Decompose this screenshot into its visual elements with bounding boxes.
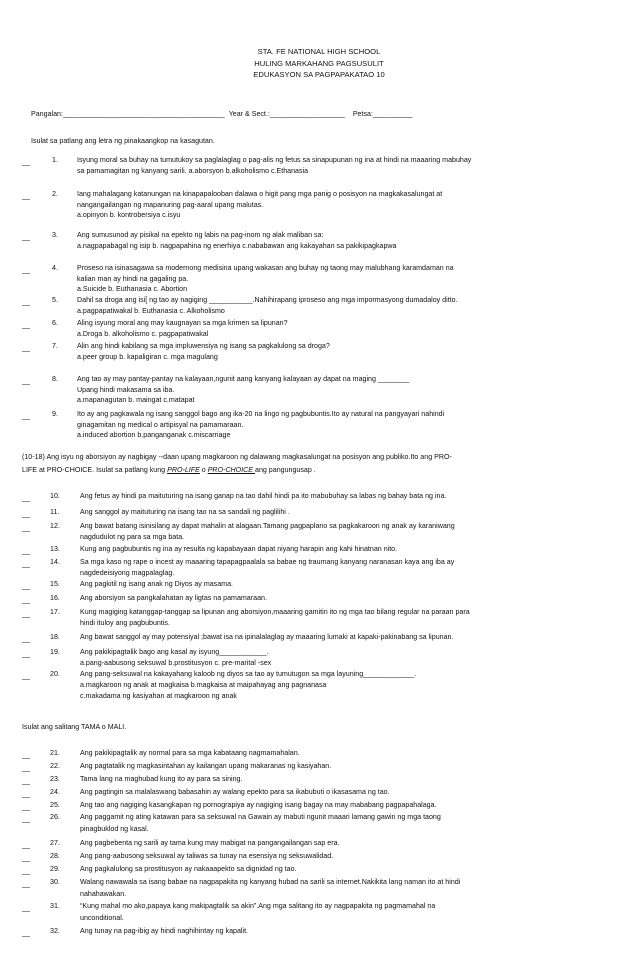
question-number: 3. bbox=[52, 231, 58, 239]
school-name: STA. FE NATIONAL HIGH SCHOOL bbox=[257, 47, 381, 56]
question-text: Ang pagtingin sa malalaswang babasahin ay walang epekto para sa ikabubuti o ikasasama ng tao. bbox=[80, 788, 390, 796]
question-number: 25. bbox=[50, 801, 60, 809]
question-text: Ang pang-aabusong seksuwal ay taliwas sa tunay na esensiya ng seksuwalidad. bbox=[80, 852, 334, 860]
question-number: 30. bbox=[50, 878, 60, 886]
answer-blank[interactable]: __ bbox=[22, 233, 30, 241]
question-text-cont: a.pang-aabusong seksuwal b.prostitusyon c. pre-marital -sex bbox=[80, 659, 272, 667]
question-text-cont: a.nagpapabagal ng isip b. nagpapahina ng enerhiya c.nababawan ang kakayahan sa pakikipagkapwa bbox=[77, 241, 397, 250]
question-text: Ang pakikipagtalik ay normal para sa mga kabataang nagmamahalan. bbox=[80, 749, 300, 757]
question-text: Dahil sa droga ang isi[ ng tao ay nagiging ___________.Nahihirapang iproseso ang mga impormasyong dumadaloy ditto. bbox=[77, 296, 458, 304]
question-text: Kung ang pagbubuntis ng ina ay resulta ng kapabayaan dapat niyang harapin ang kahi hinatnan nito. bbox=[80, 545, 398, 553]
question-number: 28. bbox=[50, 852, 60, 860]
answer-blank[interactable]: __ bbox=[22, 192, 30, 200]
answer-blank[interactable]: __ bbox=[22, 596, 30, 604]
question-number: 8. bbox=[52, 375, 58, 383]
question-text: Ang aborsiyon sa pangkalahatan ay ligtas na pamamaraan. bbox=[80, 594, 267, 602]
answer-blank[interactable]: __ bbox=[22, 764, 30, 772]
question-text-cont: hindi ituloy ang pagbubuntis. bbox=[80, 619, 170, 627]
answer-blank[interactable]: __ bbox=[22, 841, 30, 849]
question-number: 16. bbox=[50, 594, 60, 602]
answer-blank[interactable]: __ bbox=[22, 790, 30, 798]
question-text-cont: pinagbuklod ng kasal. bbox=[80, 824, 149, 833]
answer-blank[interactable]: __ bbox=[22, 266, 30, 274]
answer-blank[interactable]: __ bbox=[22, 547, 30, 555]
question-text-cont: nangangailangan ng mapanuring pag-aaral upang malutas. bbox=[77, 200, 264, 209]
question-text: Isyung moral sa buhay na tumutukoy sa paglalaglag o pag-alis ng fetus sa sinapupunan ng ina at hindi na maaaring mabuhay bbox=[77, 156, 472, 164]
question-text: Aling isyung moral ang may kaugnayan sa mga krimen sa lipunan? bbox=[77, 319, 288, 327]
question-text: Ang tunay na pag-ibig ay hindi naghihintay ng kapalit. bbox=[80, 927, 249, 935]
question-text: Ang bawat batang isinisilang ay dapat mahalin at alagaan.Tamang pagpaplano sa pagkakaroon ng anak ay karaniwang bbox=[80, 522, 455, 530]
name-field[interactable]: _________________________________________ bbox=[62, 110, 225, 118]
answer-blank[interactable]: __ bbox=[22, 929, 30, 937]
question-text: Ang pagbebenta ng sarili ay tama kung may mabigat na pangangailangan sap era. bbox=[80, 839, 340, 847]
question-number: 19. bbox=[50, 648, 60, 656]
question-number: 21. bbox=[50, 749, 60, 757]
question-text: Ang pagkalulong sa prostitusyon ay nakaaapekto sa dignidad ng tao. bbox=[80, 865, 297, 873]
question-text: Alin ang hindi kabilang sa mga impluwensiya ng isang sa pagkalulong sa droga? bbox=[77, 342, 330, 350]
answer-blank[interactable]: __ bbox=[22, 635, 30, 643]
question-text: Ito ay ang pagkawala ng isang sanggol bago ang ika-20 na lingo ng pagbubuntis.Ito ay natural na pangyayari nahindi bbox=[77, 410, 445, 418]
student-info bbox=[31, 110, 412, 120]
section-field[interactable]: ___________________ bbox=[269, 110, 345, 118]
question-text: Ang pakikipagtalik bago ang kasal ay isyung____________. bbox=[80, 648, 269, 656]
answer-blank[interactable]: __ bbox=[22, 494, 30, 502]
answer-blank[interactable]: __ bbox=[22, 412, 30, 420]
subject-title: EDUKASYON SA PAGPAPAKATAO 10 bbox=[253, 70, 385, 80]
question-number: 24. bbox=[50, 788, 60, 796]
answer-blank[interactable]: __ bbox=[22, 582, 30, 590]
question-text: Walang nawawala sa isang babae na nagpapakita ng kanyang hubad na sarili sa internet.Nakikita lang naman ito at hindi bbox=[80, 878, 461, 886]
question-number: 7. bbox=[52, 342, 58, 350]
section-label: Year & Sect.: bbox=[228, 110, 270, 118]
question-number: 32. bbox=[50, 927, 60, 935]
question-number: 9. bbox=[52, 410, 58, 418]
question-text: Ang pagkitil ng isang anak ng Diyos ay masama. bbox=[80, 580, 233, 588]
name-label: Pangalan: bbox=[31, 110, 63, 118]
part2-instruction-or: o bbox=[199, 466, 208, 474]
answer-blank[interactable]: __ bbox=[22, 854, 30, 862]
pro-life-label: PRO-LIFE bbox=[167, 466, 200, 474]
question-text: Ang bawat sanggol ay may potensiyal ;bawat isa na ipinalalaglag ay maaaring lumaki at kapaki-pakinabang sa lipunan. bbox=[80, 633, 454, 641]
question-text-cont: a.Droga b. alkoholismo c. pagpapatiwakal bbox=[77, 329, 209, 338]
part2-instruction-text: LIFE at PRO-CHOICE. Isulat sa patlang kung bbox=[22, 466, 168, 474]
part3-instruction: Isulat ang salitang TAMA o MALI. bbox=[22, 723, 127, 731]
date-label: Petsa: bbox=[352, 110, 373, 118]
question-text-cont: sa pamamagitan ng kanyang sarili. a.aborsyon b.alkoholismo c.Ethanasia bbox=[77, 166, 309, 175]
question-number: 12. bbox=[50, 522, 60, 530]
question-text: Ang fetus ay hindi pa maituturing na isang ganap na tao dahil hindi pa ito mabubuhay sa labas ng bahay bata ng ina. bbox=[80, 492, 447, 500]
question-number: 31. bbox=[50, 902, 60, 910]
question-text: Ang sumusunod ay pisikal na epekto ng labis na pag-inom ng alak maliban sa: bbox=[77, 231, 324, 239]
question-text-cont: nagdudulot ng para sa mga bata. bbox=[80, 533, 185, 541]
answer-blank[interactable]: __ bbox=[22, 880, 30, 888]
question-text: Proseso na isinasagawa sa modernong medisina upang wakasan ang buhay ng taong may malubhang karamdaman na bbox=[77, 264, 454, 272]
question-number: 17. bbox=[50, 608, 60, 616]
answer-blank[interactable]: __ bbox=[22, 524, 30, 532]
answer-blank[interactable]: __ bbox=[22, 610, 30, 618]
answer-blank[interactable]: __ bbox=[22, 650, 30, 658]
question-number: 26. bbox=[50, 813, 60, 821]
question-text: Ang sanggol ay maituturing na isang tao na sa sandali ng paglilihi . bbox=[80, 508, 290, 516]
pro-choice-label: PRO-CHOICE bbox=[207, 466, 255, 474]
question-text-cont: Upang hindi makasama sa iba. bbox=[77, 385, 175, 394]
question-number: 14. bbox=[50, 558, 60, 566]
question-text-cont: kalian man ay hindi na gagaling pa. bbox=[77, 274, 189, 283]
question-number: 13. bbox=[50, 545, 60, 553]
question-text-cont: a.Suicide b. Euthanasia c. Abortion bbox=[77, 285, 188, 294]
question-text: Ang paggamit ng ating katawan para sa seksuwal na Gawain ay mabuti ngunit maaari lamang gawin ng mga taong bbox=[80, 813, 441, 821]
document-header bbox=[0, 46, 638, 81]
question-text-cont: unconditional. bbox=[80, 913, 124, 922]
exam-title: HULING MARKAHANG PAGSUSULIT bbox=[254, 58, 384, 68]
question-text: Tama lang na maghubad kung ito ay para sa sining. bbox=[80, 775, 243, 783]
question-text-cont: c.makadama ng kasiyahan at magkaroon ng anak bbox=[80, 692, 237, 700]
answer-blank[interactable]: __ bbox=[22, 751, 30, 759]
answer-blank[interactable]: __ bbox=[22, 298, 30, 306]
answer-blank[interactable]: __ bbox=[22, 803, 30, 811]
question-text-cont: a.magkaroon ng anak at magkaisa b.magkaisa at maipahayag ang pagnanasa bbox=[80, 681, 327, 689]
answer-blank[interactable]: __ bbox=[22, 344, 30, 352]
answer-blank[interactable]: __ bbox=[22, 904, 30, 912]
question-number: 20. bbox=[50, 670, 60, 678]
answer-blank[interactable]: __ bbox=[22, 510, 30, 518]
question-text-cont: ginagamitan ng medical o artipisyal na pamamaraan. bbox=[77, 420, 244, 429]
question-number: 18. bbox=[50, 633, 60, 641]
question-number: 23. bbox=[50, 775, 60, 783]
answer-blank[interactable]: __ bbox=[22, 777, 30, 785]
date-field[interactable]: __________ bbox=[372, 110, 413, 118]
part1-instruction: Isulat sa patlang ang letra ng pinakaangkop na kasagutan. bbox=[31, 137, 215, 145]
answer-blank[interactable]: __ bbox=[22, 321, 30, 329]
part2-instruction-line2 bbox=[22, 466, 316, 476]
question-number: 15. bbox=[50, 580, 60, 588]
question-text-cont: nagdedeisiyong magpalaglag. bbox=[80, 569, 175, 577]
question-text-cont: nahahawakan. bbox=[80, 889, 127, 898]
question-number: 5. bbox=[52, 296, 58, 304]
question-text: Ang pagtatalik ng magkasintahan ay kailangan upang makaranas ng kasiyahan. bbox=[80, 762, 332, 770]
question-text: “Kung mahal mo ako,papaya kang makipagtalik sa akin”.Ang mga salitang ito ay nagpapakita ng pagmamahal na bbox=[80, 902, 436, 910]
answer-blank[interactable]: __ bbox=[22, 560, 30, 568]
question-number: 1. bbox=[52, 156, 58, 164]
question-number: 6. bbox=[52, 319, 58, 327]
question-text: Iang mahalagang katanungan na kinapapalooban dalawa o higit pang mga panig o posisyon na magkakasalungat at bbox=[77, 190, 443, 198]
question-text-cont: a.opinyon b. kontrobersiya c.isyu bbox=[77, 211, 181, 220]
question-text: Ang tao ang nagiging kasangkapan ng pornograpiya ay nagiging isang bagay na may mababang pagpapahalaga. bbox=[80, 801, 437, 809]
answer-blank[interactable]: __ bbox=[22, 377, 30, 385]
answer-blank[interactable]: __ bbox=[22, 867, 30, 875]
question-number: 11. bbox=[50, 508, 60, 516]
answer-blank[interactable]: __ bbox=[22, 672, 30, 680]
question-number: 4. bbox=[52, 264, 58, 272]
question-text: Kung magiging katanggap-tanggap sa lipunan ang aborsiyon,maaaring gamitin ito ng mga tao bilang regular na paraan para bbox=[80, 608, 470, 616]
answer-blank[interactable]: __ bbox=[22, 158, 30, 166]
part2-instruction-end: ang pangungusap . bbox=[255, 466, 316, 474]
answer-blank[interactable]: __ bbox=[22, 815, 30, 823]
question-text-cont: a.peer group b. kapaligiran c. mga magulang bbox=[77, 352, 218, 361]
question-text: Ang tao ay may pantay-pantay na kalayaan,ngunit aang kanyang kalayaan ay dapat na maging ________ bbox=[77, 375, 410, 383]
question-text-cont: a.induced abortion b.panganganak c.miscarriage bbox=[77, 431, 231, 440]
question-text: Sa mga kaso ng rape o incest ay maaaring tapapagpaalala sa babae ng traumang kanyang naranasan kaya ang iba ay bbox=[80, 558, 455, 566]
question-text-cont: a.pagpapatiwakal b. Euthanasia c. Alkoholismo bbox=[77, 306, 225, 315]
question-number: 29. bbox=[50, 865, 60, 873]
question-number: 27. bbox=[50, 839, 60, 847]
question-number: 22. bbox=[50, 762, 60, 770]
question-text: Ang pang-seksuwal na kakayahang kaloob ng diyos sa tao ay tumutugon sa mga layuning_____________. bbox=[80, 670, 417, 678]
part2-instruction-line1: (10-18) Ang isyu ng aborsiyon ay nagbigay --daan upang magkaroon ng dalawang magkasalungat na posisyon ang publiko.Ito ang PRO- bbox=[22, 453, 452, 461]
question-number: 10. bbox=[50, 492, 60, 500]
question-text-cont: a.mapanagutan b. maingat c.matapat bbox=[77, 396, 195, 405]
question-number: 2. bbox=[52, 190, 58, 198]
